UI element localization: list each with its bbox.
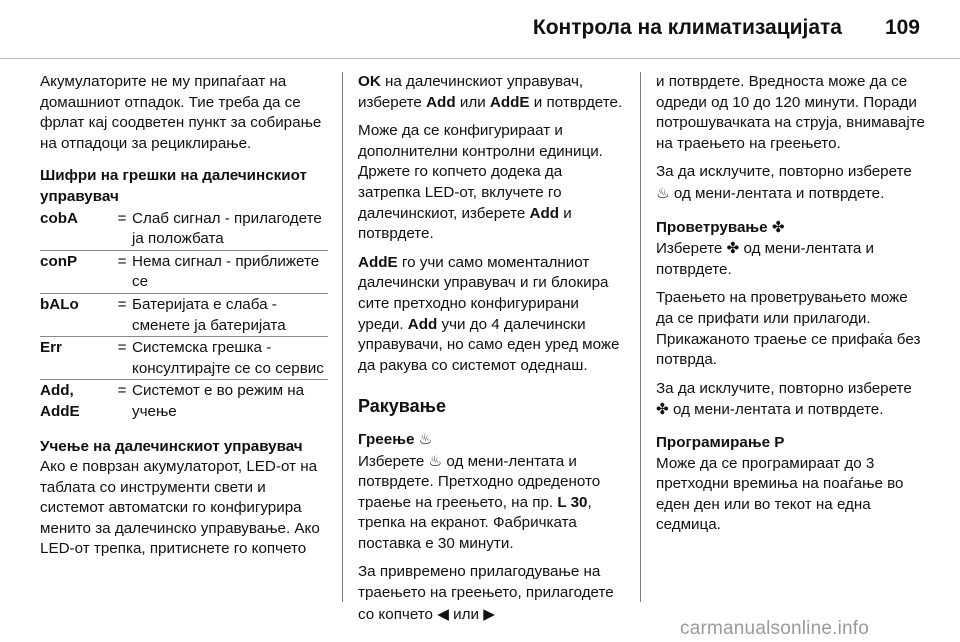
adde-paragraph: AddE го учи само моменталниот далечински управувач и ги блокира сите претходно конфигурирани уреди. Add учи до 4 далечински управувачи, но само еден уред може да ракува со системот одеднаш. xyxy=(358,253,620,374)
code-term: conP xyxy=(40,252,78,270)
learn-paragraph: Ако е поврзан акумулаторот, LED-от на таблата со инструменти свети и системот автоматски го конфигурира менито за далечинско управување. Ако LED-от трепка, притиснете го копчето xyxy=(40,458,320,558)
arrow-left-icon: ◀ xyxy=(437,604,449,623)
code-equals: = xyxy=(117,252,127,270)
duration-paragraph: и потврдете. Вредноста може да се одреди од 10 до 120 минути. Поради потрошувачката на струја, внимавајте на траењето на греењето. xyxy=(656,73,925,152)
code-term: cobA xyxy=(40,209,78,227)
heat-icon: ♨ xyxy=(656,183,670,202)
programming-heading: Програмирање P xyxy=(656,433,785,451)
code-term: bALo xyxy=(40,295,79,313)
code-description: Слаб сигнал - прилагодете ја положбата xyxy=(132,209,322,248)
code-row xyxy=(40,336,328,379)
fan-icon: ✤ xyxy=(771,217,785,236)
ok-key: OK xyxy=(358,73,381,90)
column-1 xyxy=(40,72,328,568)
column-3 xyxy=(656,72,926,544)
learn-heading: Учење на далечинскиот управувач xyxy=(40,437,303,455)
arrow-right-icon: ▶ xyxy=(483,604,495,623)
column-2 xyxy=(358,72,626,633)
vent-duration-paragraph: Траењето на проветрувањето може да се прифати или прилагоди. Прикажаното траење се прифаќа без потврда. xyxy=(656,289,921,369)
codes-heading: Шифри на грешки на далечинскиот управувач xyxy=(40,167,307,205)
programming-paragraph: Може да се програмираат до 3 претходни времиња на поаѓање во еден ден или во текот на една седмица. xyxy=(656,454,904,534)
heat-icon: ♨ xyxy=(418,429,433,448)
code-equals: = xyxy=(117,382,127,400)
code-equals: = xyxy=(117,339,127,357)
page-number: 109 xyxy=(884,16,920,39)
heating-heading: Греење ♨ xyxy=(358,429,433,448)
vent-select-paragraph: Изберете ✤ од мени-лентата и потврдете. xyxy=(656,239,875,278)
column-divider-2 xyxy=(640,72,641,602)
adjust-paragraph: За привремено прилагодување на траењето на греењето, прилагодете со копчето ◀ или ▶ xyxy=(358,563,614,623)
intro-paragraph: Акумулаторите не му припаѓаат на домашниот отпадок. Тие треба да се фрлат кај соодветен пункт за собирање на отпадоци за рециклирање. xyxy=(40,73,322,152)
watermark: carmanualsonline.info xyxy=(680,618,870,639)
column-divider-1 xyxy=(342,72,343,602)
additional-units-paragraph: Може да се конфигурираат и дополнителни контролни единици. Држете го копчето додека да затрепка LED-от, вклучете го далечинскиот, изберете Add и потврдете. xyxy=(358,122,603,243)
code-row xyxy=(40,293,328,336)
heat-off-paragraph: За да исклучите, повторно изберете ♨ од мени-лентата и потврдете. xyxy=(656,163,912,202)
ventilation-heading: Проветрување ✤ xyxy=(656,217,785,236)
fan-icon: ✤ xyxy=(726,239,740,258)
code-row xyxy=(40,208,328,250)
code-description: Нема сигнал - приближете се xyxy=(132,252,320,291)
page-header xyxy=(0,0,960,60)
code-equals: = xyxy=(117,295,127,313)
fan-icon: ✤ xyxy=(656,400,669,419)
heating-paragraph: Изберете ♨ од мени-лентата и потврдете. Претходно одреденото траење на греењето, на пр. L 30, трепка на екранот. Фабричката поставка е 30 минути. xyxy=(358,451,601,552)
vent-off-paragraph: За да исклучите, повторно изберете ✤ од мени-лентата и потврдете. xyxy=(656,379,912,419)
page-title: Контрола на климатизацијата xyxy=(532,16,842,39)
header-divider xyxy=(0,58,960,59)
code-row xyxy=(40,250,328,293)
code-row xyxy=(40,379,328,422)
code-term: Add, AddE xyxy=(40,382,80,420)
operation-heading: Ракување xyxy=(358,396,446,417)
heat-icon: ♨ xyxy=(428,451,443,470)
code-term: Err xyxy=(40,339,62,357)
code-description: Системот е во режим на учење xyxy=(132,382,305,420)
code-description: Системска грешка - консултирајте се со сервис xyxy=(132,339,324,377)
code-equals: = xyxy=(117,209,127,227)
error-codes-table xyxy=(40,208,328,423)
code-description: Батеријата е слаба - сменете ја батеријата xyxy=(132,295,286,334)
ok-paragraph: OK на далечинскиот управувач, изберете Add или AddE и потврдете. xyxy=(358,73,623,111)
